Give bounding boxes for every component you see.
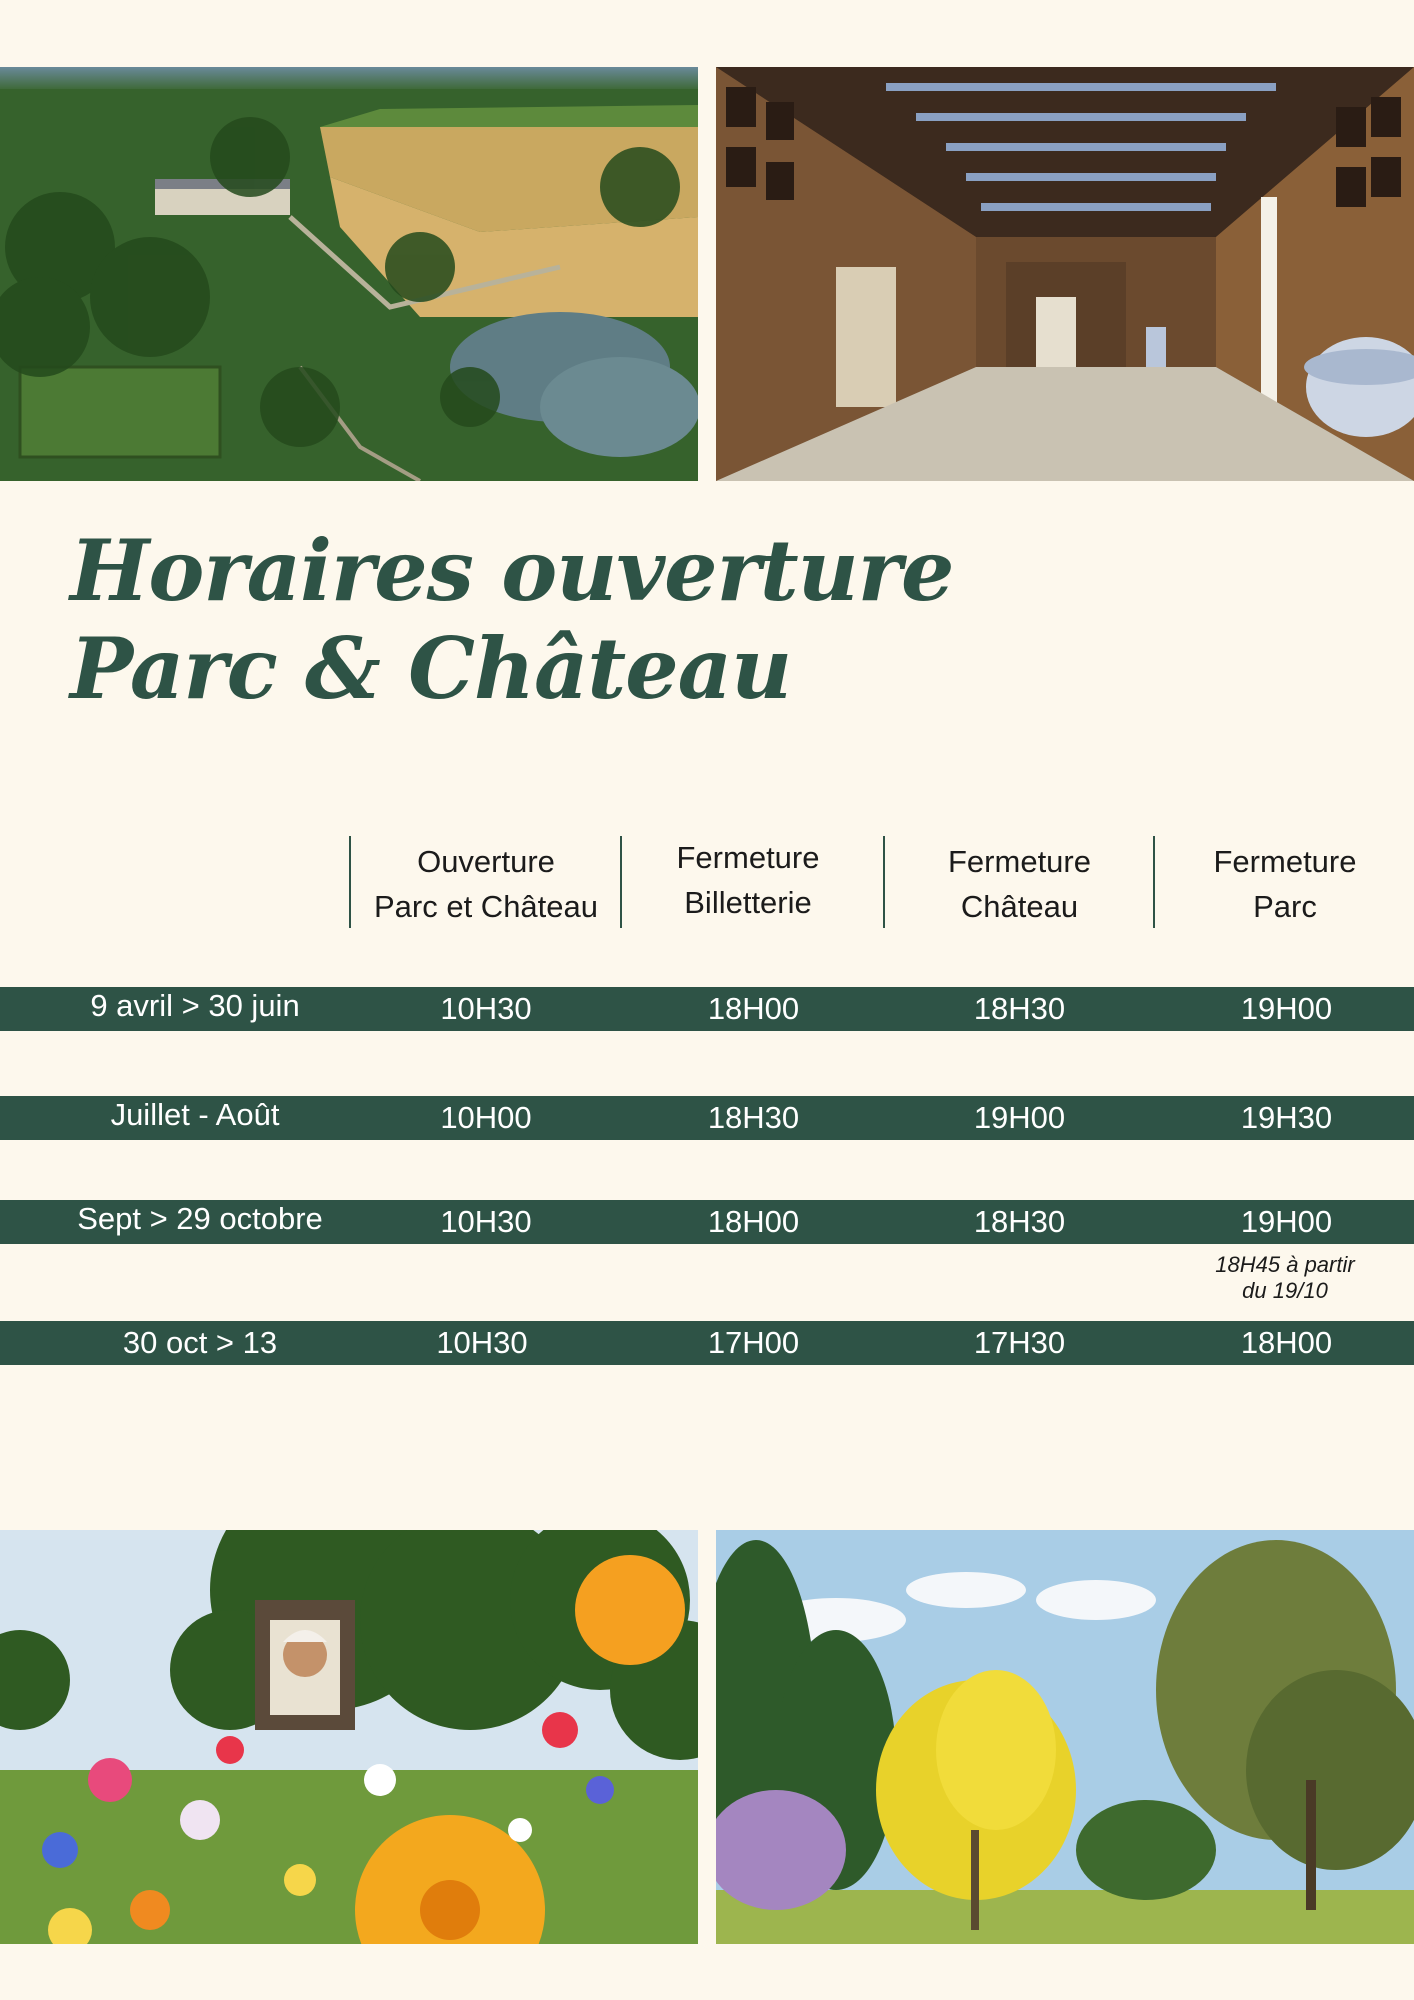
title-line-1: Horaires ouverture — [70, 521, 954, 620]
row-fermeture-parc: 19H00 — [1240, 991, 1333, 1026]
column-divider — [883, 836, 885, 928]
schedule-row — [0, 1200, 1414, 1244]
row-ouverture: 10H30 — [436, 1325, 528, 1360]
row-fermeture-parc: 19H30 — [1240, 1100, 1333, 1135]
row-period: Juillet - Août — [110, 1097, 280, 1132]
row-ouverture: 10H30 — [440, 991, 532, 1026]
row-period: 9 avril > 30 juin — [90, 988, 300, 1023]
column-header-fermeture-billetterie: Fermeture Billetterie — [676, 840, 820, 920]
row-fermeture-parc: 19H00 — [1240, 1204, 1333, 1239]
row-ouverture: 10H00 — [440, 1100, 532, 1135]
schedule-row — [0, 1321, 1414, 1365]
column-divider — [620, 836, 622, 928]
row-fermeture-chateau: 17H30 — [973, 1325, 1066, 1360]
portrait-gallery-photo — [716, 67, 1414, 481]
row-ouverture: 10H30 — [440, 1204, 532, 1239]
title-line-2: Parc & Château — [70, 619, 792, 718]
column-header-fermeture-chateau: Fermeture Château — [948, 844, 1091, 924]
column-divider — [1153, 836, 1155, 928]
closing-note: 18H45 à partir du 19/10 — [1215, 1252, 1355, 1303]
row-fermeture-billetterie: 18H30 — [707, 1100, 800, 1135]
page-title — [70, 522, 953, 718]
row-fermeture-chateau: 19H00 — [973, 1100, 1066, 1135]
schedule-row — [0, 987, 1414, 1031]
aerial-chateau-photo — [0, 67, 698, 481]
column-header-fermeture-parc: Fermeture Parc — [1213, 844, 1357, 924]
row-period: 30 oct > 13 — [122, 1325, 278, 1360]
row-fermeture-chateau: 18H30 — [973, 1204, 1066, 1239]
flower-garden-photo — [0, 1530, 698, 1944]
row-period: Sept > 29 octobre — [77, 1201, 323, 1236]
row-fermeture-billetterie: 18H00 — [707, 1204, 800, 1239]
park-trees-photo — [716, 1530, 1414, 1944]
row-fermeture-parc: 18H00 — [1240, 1325, 1333, 1360]
row-fermeture-billetterie: 18H00 — [707, 991, 800, 1026]
row-fermeture-chateau: 18H30 — [973, 991, 1066, 1026]
column-header-ouverture: Ouverture Parc et Château — [373, 844, 599, 924]
row-fermeture-billetterie: 17H00 — [707, 1325, 800, 1360]
column-divider — [349, 836, 351, 928]
schedule-row — [0, 1096, 1414, 1140]
